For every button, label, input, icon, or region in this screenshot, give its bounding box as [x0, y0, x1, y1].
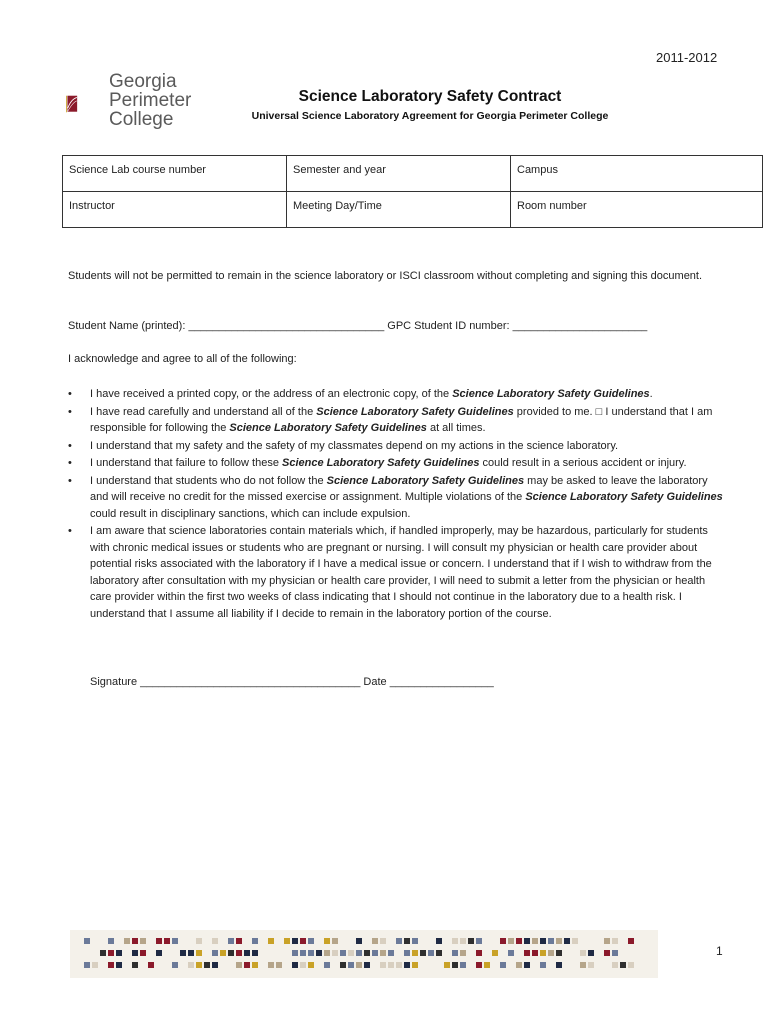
document-year: 2011-2012 — [656, 50, 718, 65]
pattern-square — [292, 938, 298, 944]
pattern-square — [292, 962, 298, 968]
list-item: • I am aware that science laboratories contain materials which, if handled improperly, may be hazardous, particularly for students with chronic medical issues or students who are pregnant or nursing. I will consult my physician or health care provider about potential risks associated with the laboratory if I have a medical issue or concern. I understand that if I wish to withdraw from the laboratory after consultation with my physician or health care provider, I will need to submit a letter from the physician or health care provider within the first two weeks of class indicating that I should not continue in the laboratory due to a health risk. I understand that I assume all liability if I decide to remain in the laboratory portion of the course. — [68, 525, 712, 620]
pattern-square — [124, 938, 130, 944]
pattern-square — [532, 950, 538, 956]
pattern-square — [196, 938, 202, 944]
pattern-square — [324, 938, 330, 944]
pattern-square — [220, 950, 226, 956]
course-number-field[interactable]: Science Lab course number — [63, 156, 287, 192]
pattern-square — [500, 938, 506, 944]
pattern-square — [236, 962, 242, 968]
pattern-square — [612, 950, 618, 956]
pattern-square — [340, 950, 346, 956]
pattern-square — [308, 962, 314, 968]
pattern-square — [108, 962, 114, 968]
pattern-square — [436, 938, 442, 944]
pattern-square — [396, 962, 402, 968]
pattern-square — [516, 962, 522, 968]
pattern-square — [172, 938, 178, 944]
intro-paragraph: Students will not be permitted to remain in the science laboratory or ISCI classroom without completing and signing this document. — [68, 270, 703, 282]
list-item: • I understand that failure to follow these Science Laboratory Safety Guidelines could result in a serious accident or injury. — [68, 455, 728, 472]
pattern-square — [212, 938, 218, 944]
pattern-square — [556, 950, 562, 956]
campus-field[interactable]: Campus — [511, 156, 763, 192]
pattern-square — [420, 950, 426, 956]
pattern-square — [452, 938, 458, 944]
page-number: 1 — [716, 944, 723, 958]
pattern-square — [548, 950, 554, 956]
pattern-square — [588, 962, 594, 968]
pattern-square — [404, 938, 410, 944]
pattern-square — [252, 950, 258, 956]
pattern-square — [556, 962, 562, 968]
pattern-square — [524, 962, 530, 968]
list-item: • I have received a printed copy, or the address of an electronic copy, of the Science Laboratory Safety Guidelines. — [68, 386, 728, 403]
semester-year-field[interactable]: Semester and year — [287, 156, 511, 192]
meeting-time-field[interactable]: Meeting Day/Time — [287, 192, 511, 228]
pattern-square — [388, 950, 394, 956]
list-item: • I understand that my safety and the safety of my classmates depend on my actions in the science laboratory. — [68, 438, 728, 455]
student-info-line[interactable]: Student Name (printed): ________________________________ GPC Student ID number: ______________________ — [68, 320, 648, 332]
pattern-square — [524, 950, 530, 956]
pattern-square — [628, 938, 634, 944]
pattern-square — [92, 962, 98, 968]
pattern-square — [412, 938, 418, 944]
college-logo — [66, 74, 106, 134]
pattern-square — [332, 938, 338, 944]
bullet: • — [68, 405, 72, 418]
pattern-square — [588, 950, 594, 956]
pattern-square — [252, 938, 258, 944]
pattern-square — [180, 950, 186, 956]
pattern-square — [132, 962, 138, 968]
pattern-square — [476, 938, 482, 944]
pattern-square — [524, 938, 530, 944]
pattern-square — [108, 950, 114, 956]
bullet: • — [68, 439, 72, 452]
pattern-square — [84, 962, 90, 968]
pattern-square — [604, 950, 610, 956]
pattern-square — [340, 962, 346, 968]
pattern-square — [460, 962, 466, 968]
pattern-square — [300, 938, 306, 944]
pattern-square — [540, 950, 546, 956]
pattern-square — [620, 962, 626, 968]
pattern-square — [324, 950, 330, 956]
pattern-square — [580, 950, 586, 956]
pattern-square — [276, 962, 282, 968]
pattern-square — [308, 938, 314, 944]
pattern-square — [492, 950, 498, 956]
logo-text — [109, 72, 191, 129]
pattern-square — [116, 950, 122, 956]
pattern-square — [132, 938, 138, 944]
pattern-square — [532, 938, 538, 944]
logo-line-1: Georgia — [109, 71, 177, 92]
pattern-square — [308, 950, 314, 956]
pattern-square — [612, 938, 618, 944]
pattern-square — [348, 950, 354, 956]
pattern-square — [612, 962, 618, 968]
pattern-square — [436, 950, 442, 956]
pattern-square — [604, 938, 610, 944]
pattern-square — [372, 938, 378, 944]
pattern-square — [484, 962, 490, 968]
pattern-square — [196, 950, 202, 956]
logo-line-2: Perimeter — [109, 90, 192, 111]
pattern-square — [268, 938, 274, 944]
pattern-square — [348, 962, 354, 968]
pattern-square — [364, 950, 370, 956]
pattern-square — [252, 962, 258, 968]
pattern-square — [404, 962, 410, 968]
acknowledge-heading: I acknowledge and agree to all of the following: — [68, 353, 297, 365]
pattern-square — [148, 962, 154, 968]
pattern-square — [156, 950, 162, 956]
pattern-square — [84, 938, 90, 944]
pattern-square — [364, 962, 370, 968]
list-item: • I have read carefully and understand all of the Science Laboratory Safety Guidelines provided to me. □ I understand that I am responsible for following the Science Laboratory Safety Guidelines at all times. — [68, 405, 713, 434]
pattern-square — [412, 950, 418, 956]
pattern-square — [236, 950, 242, 956]
document-title: Science Laboratory Safety Contract — [298, 88, 562, 105]
pattern-square — [556, 938, 562, 944]
pattern-square — [380, 938, 386, 944]
pattern-square — [572, 938, 578, 944]
pattern-square — [476, 950, 482, 956]
pattern-square — [100, 950, 106, 956]
instructor-field[interactable]: Instructor — [63, 192, 287, 228]
pattern-square — [356, 938, 362, 944]
document-subtitle: Universal Science Laboratory Agreement for Georgia Perimeter College — [251, 110, 609, 122]
acknowledgement-list — [68, 386, 728, 623]
table-row — [63, 156, 763, 192]
pattern-square — [324, 962, 330, 968]
pattern-square — [388, 962, 394, 968]
pattern-square — [372, 950, 378, 956]
pattern-square — [116, 962, 122, 968]
pattern-square — [212, 962, 218, 968]
pattern-square — [380, 962, 386, 968]
signature-date-line[interactable]: Signature ____________________________________ Date _________________ — [90, 676, 494, 688]
list-item: • I understand that students who do not follow the Science Laboratory Safety Guidelines may be asked to leave the laboratory and will receive no credit for the missed exercise or assignment. Multiple violations of the Science Laboratory Safety Guidelines could result in disciplinary sanctions, which can include expulsion. — [68, 474, 723, 520]
bullet: • — [68, 525, 72, 537]
pattern-square — [428, 950, 434, 956]
pattern-square — [380, 950, 386, 956]
pattern-square — [244, 962, 250, 968]
pattern-square — [284, 938, 290, 944]
course-info-table — [62, 155, 763, 228]
pattern-square — [172, 962, 178, 968]
pattern-square — [356, 950, 362, 956]
pattern-square — [228, 950, 234, 956]
logo-line-3: College — [109, 109, 174, 130]
pattern-square — [300, 962, 306, 968]
pattern-square — [244, 950, 250, 956]
pattern-square — [108, 938, 114, 944]
pattern-square — [508, 938, 514, 944]
pattern-square — [412, 962, 418, 968]
pattern-square — [580, 962, 586, 968]
pattern-square — [196, 962, 202, 968]
bullet: • — [68, 388, 72, 400]
pattern-square — [564, 938, 570, 944]
pattern-square — [204, 962, 210, 968]
room-number-field[interactable]: Room number — [511, 192, 763, 228]
pattern-square — [332, 950, 338, 956]
pattern-square — [468, 938, 474, 944]
pattern-square — [188, 950, 194, 956]
pattern-square — [228, 938, 234, 944]
pattern-square — [236, 938, 242, 944]
pattern-square — [540, 938, 546, 944]
pattern-square — [164, 938, 170, 944]
pattern-square — [140, 950, 146, 956]
pattern-square — [500, 962, 506, 968]
pattern-square — [444, 962, 450, 968]
pattern-square — [460, 950, 466, 956]
pattern-square — [452, 962, 458, 968]
pattern-square — [476, 962, 482, 968]
pattern-square — [140, 938, 146, 944]
pattern-square — [452, 950, 458, 956]
pattern-square — [156, 938, 162, 944]
bullet: • — [68, 474, 72, 487]
pattern-square — [356, 962, 362, 968]
bullet: • — [68, 457, 72, 469]
pattern-square — [540, 962, 546, 968]
pattern-square — [292, 950, 298, 956]
pattern-square — [404, 950, 410, 956]
pattern-square — [516, 938, 522, 944]
table-row — [63, 192, 763, 228]
pattern-square — [212, 950, 218, 956]
pattern-square — [628, 962, 634, 968]
pattern-square — [268, 962, 274, 968]
pattern-square — [132, 950, 138, 956]
pattern-square — [188, 962, 194, 968]
decorative-footer-pattern — [70, 930, 658, 978]
pattern-square — [316, 950, 322, 956]
pattern-square — [460, 938, 466, 944]
pattern-square — [508, 950, 514, 956]
pattern-square — [548, 938, 554, 944]
pattern-square — [300, 950, 306, 956]
pattern-square — [396, 938, 402, 944]
